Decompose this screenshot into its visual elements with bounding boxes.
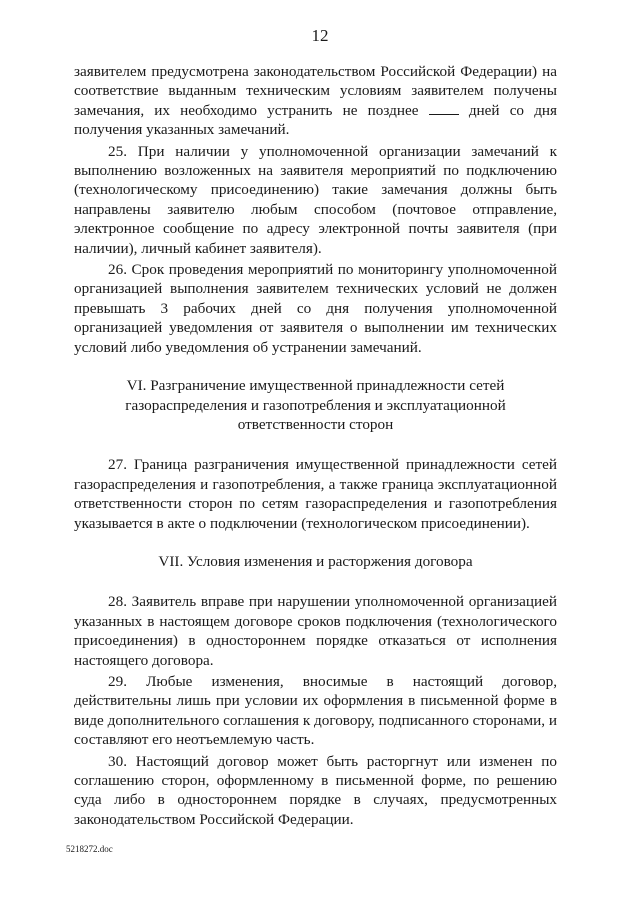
paragraph-continuation-text-end: дней со дня получения указанных замечаний.	[74, 101, 558, 139]
blank-field	[429, 102, 459, 115]
document-file-code: 5218272.doc	[66, 844, 113, 854]
section-7-heading: VII. Условия изменения и расторжения договора	[158, 552, 473, 570]
paragraph-27: 27. Граница разграничения имущественной принадлежности сетей газораспределения и газопотребления, а также граница эксплуатационной ответственности сторон по сетям газораспределения и газопотребления указывается в акте о подключении (технологическом присоединении).	[74, 456, 557, 532]
section-6-heading: VI. Разграничение имущественной принадлежности сетей газораспределения и газопотребления и эксплуатационной ответственности сторон	[125, 377, 506, 433]
paragraph-26: 26. Срок проведения мероприятий по мониторингу уполномоченной организацией выполнения заявителем технических условий не должен превышать 3 рабочих дней со дня получения уполномоченной организацией уведомления от заявителя о выполнении им технических условий либо уведомления об устранении замечаний.	[74, 261, 557, 356]
paragraph-25: 25. При наличии у уполномоченной организации замечаний к выполнению возложенных на заявителя мероприятий по подключению (технологическому присоединению) такие замечания должны быть направлены заявителю любым способом (почтовое отправление, электронное сообщение по адресу электронной почты заявителя (при наличии), личный кабинет заявителя).	[74, 142, 557, 257]
paragraph-28: 28. Заявитель вправе при нарушении уполномоченной организацией указанных в настоящем договоре сроков подключения (технологического присоединения) в одностороннем порядке отказаться от исполнения настоящего договора.	[74, 593, 557, 669]
document-body	[74, 62, 557, 829]
paragraph-29: 29. Любые изменения, вносимые в настоящий договор, действительны лишь при условии их оформления в письменной форме в виде дополнительного соглашения к договору, подписанного сторонами, и составляют его неотъемлемую часть.	[74, 672, 557, 749]
paragraph-continuation-text: заявителем предусмотрена законодательством Российской Федерации) на соответствие выданным техническим условиям заявителем получены замечания, их необходимо устранить не позднее	[74, 63, 557, 119]
page-number: 12	[311, 26, 329, 45]
paragraph-30: 30. Настоящий договор может быть расторгнут или изменен по соглашению сторон, оформленному в письменной форме, по решению суда либо в одностороннем порядке в случаях, предусмотренных законодательством Российской Федерации.	[74, 752, 557, 828]
paragraph-continuation	[74, 62, 557, 140]
